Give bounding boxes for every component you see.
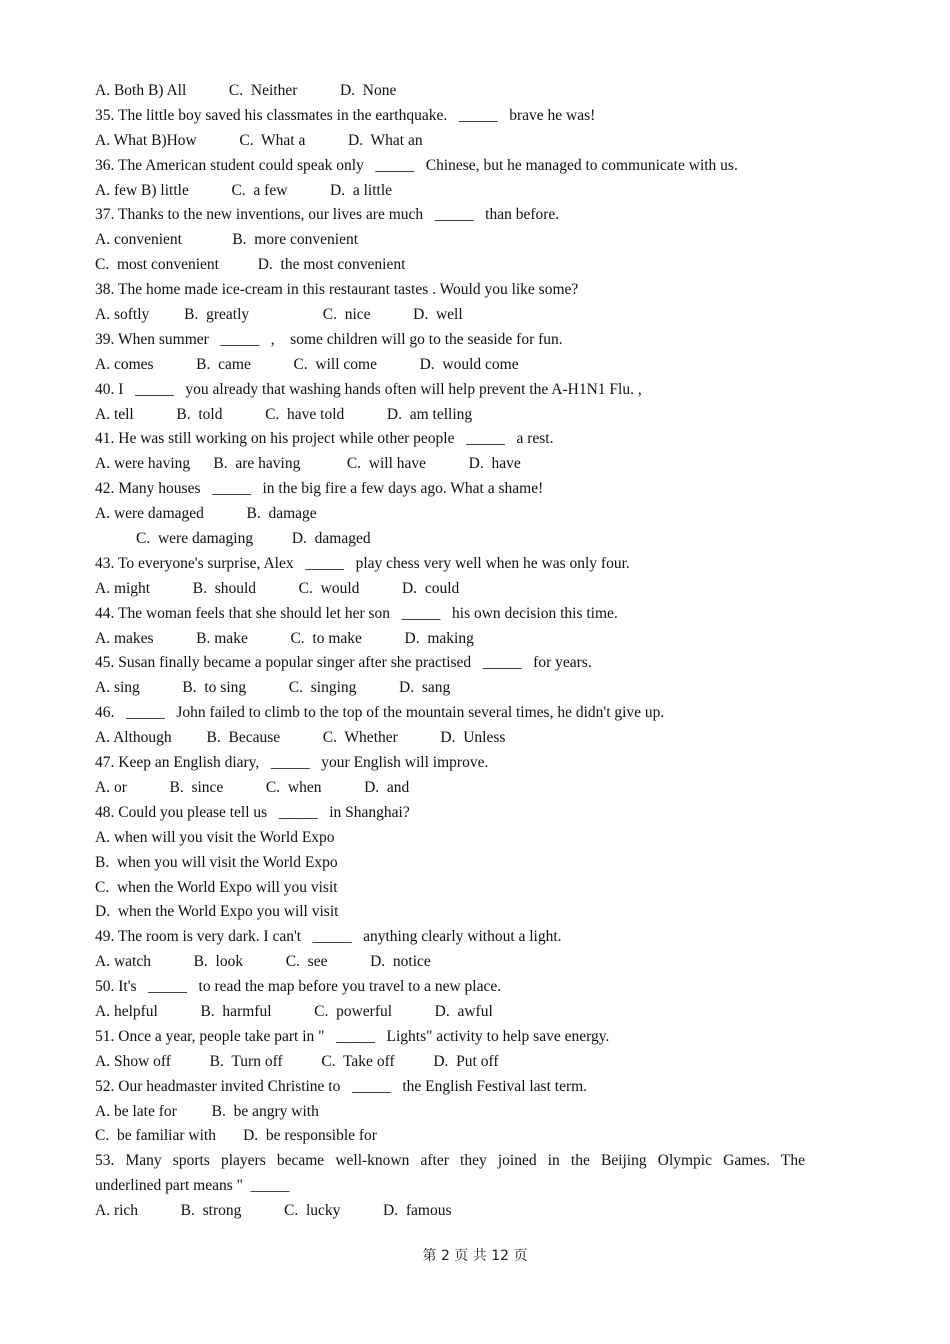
text-line: A. or B. since C. when D. and (95, 778, 410, 796)
text-line: C. most convenient D. the most convenient (95, 256, 406, 274)
question-list (95, 79, 805, 1224)
text-line: D. when the World Expo you will visit (95, 903, 339, 921)
text-line: C. be familiar with D. be responsible for (95, 1127, 377, 1145)
text-line: 46. _____ John failed to climb to the top of the mountain several times, he didn't give up. (95, 704, 665, 722)
text-line: 37. Thanks to the new inventions, our lives are much _____ than before. (95, 206, 560, 224)
text-line: 48. Could you please tell us _____ in Shanghai? (95, 803, 410, 821)
text-line: underlined part means " _____ (95, 1177, 290, 1195)
text-line: A. rich B. strong C. lucky D. famous (95, 1202, 452, 1220)
text-line: 38. The home made ice-cream in this restaurant tastes . Would you like some? (95, 281, 579, 299)
text-line: A. tell B. told C. have told D. am telling (95, 405, 473, 423)
text-line: 53. Many sports players became well-known after they joined in the Beijing Olympic Games. The (95, 1152, 805, 1170)
page-footer: 第 2 页 共 12 页 (422, 1248, 528, 1264)
text-line: A. Although B. Because C. Whether D. Unless (95, 729, 506, 747)
text-line: 36. The American student could speak only _____ Chinese, but he managed to communicate with us. (95, 156, 738, 174)
text-line: A. few B) little C. a few D. a little (95, 181, 393, 199)
text-line: A. be late for B. be angry with (95, 1102, 319, 1120)
text-line: 44. The woman feels that she should let her son _____ his own decision this time. (95, 604, 618, 622)
text-line: A. makes B. make C. to make D. making (95, 629, 474, 647)
text-line: C. were damaging D. damaged (136, 530, 371, 548)
text-line: 51. Once a year, people take part in " _____ Lights" activity to help save energy. (95, 1027, 610, 1045)
text-line: 45. Susan finally became a popular singer after she practised _____ for years. (95, 654, 592, 672)
text-line: A. softly B. greatly C. nice D. well (95, 306, 463, 324)
text-line: A. convenient B. more convenient (95, 231, 359, 249)
text-line: B. when you will visit the World Expo (95, 853, 338, 871)
text-line: A. Both B) All C. Neither D. None (95, 82, 397, 99)
text-line: A. comes B. came C. will come D. would come (95, 355, 519, 373)
text-line: A. might B. should C. would D. could (95, 579, 460, 597)
text-line: 50. It's _____ to read the map before you travel to a new place. (95, 978, 502, 996)
text-line: 47. Keep an English diary, _____ your English will improve. (95, 754, 489, 772)
text-line: A. Show off B. Turn off C. Take off D. Put off (95, 1052, 499, 1070)
text-line: A. sing B. to sing C. singing D. sang (95, 679, 451, 697)
text-line: A. watch B. look C. see D. notice (95, 953, 431, 971)
text-line: A. when will you visit the World Expo (95, 828, 335, 846)
text-line: A. were having B. are having C. will have D. have (95, 455, 521, 473)
text-line: 52. Our headmaster invited Christine to _____ the English Festival last term. (95, 1077, 588, 1095)
text-line: C. when the World Expo will you visit (95, 878, 338, 896)
text-line: 39. When summer _____ , some children will go to the seaside for fun. (95, 330, 563, 348)
text-line: 49. The room is very dark. I can't _____ anything clearly without a light. (95, 928, 562, 946)
text-line: A. helpful B. harmful C. powerful D. awful (95, 1002, 493, 1020)
text-line: 41. He was still working on his project while other people _____ a rest. (95, 430, 554, 448)
text-line: A. were damaged B. damage (95, 505, 317, 523)
text-line: A. What B)How C. What a D. What an (95, 131, 423, 149)
text-line: 42. Many houses _____ in the big fire a few days ago. What a shame! (95, 480, 544, 498)
text-line: 35. The little boy saved his classmates in the earthquake. _____ brave he was! (95, 106, 596, 124)
text-line: 40. I _____ you already that washing hands often will help prevent the A-H1N1 Flu. , (95, 380, 642, 398)
text-line: 43. To everyone's surprise, Alex _____ play chess very well when he was only four. (95, 554, 630, 572)
